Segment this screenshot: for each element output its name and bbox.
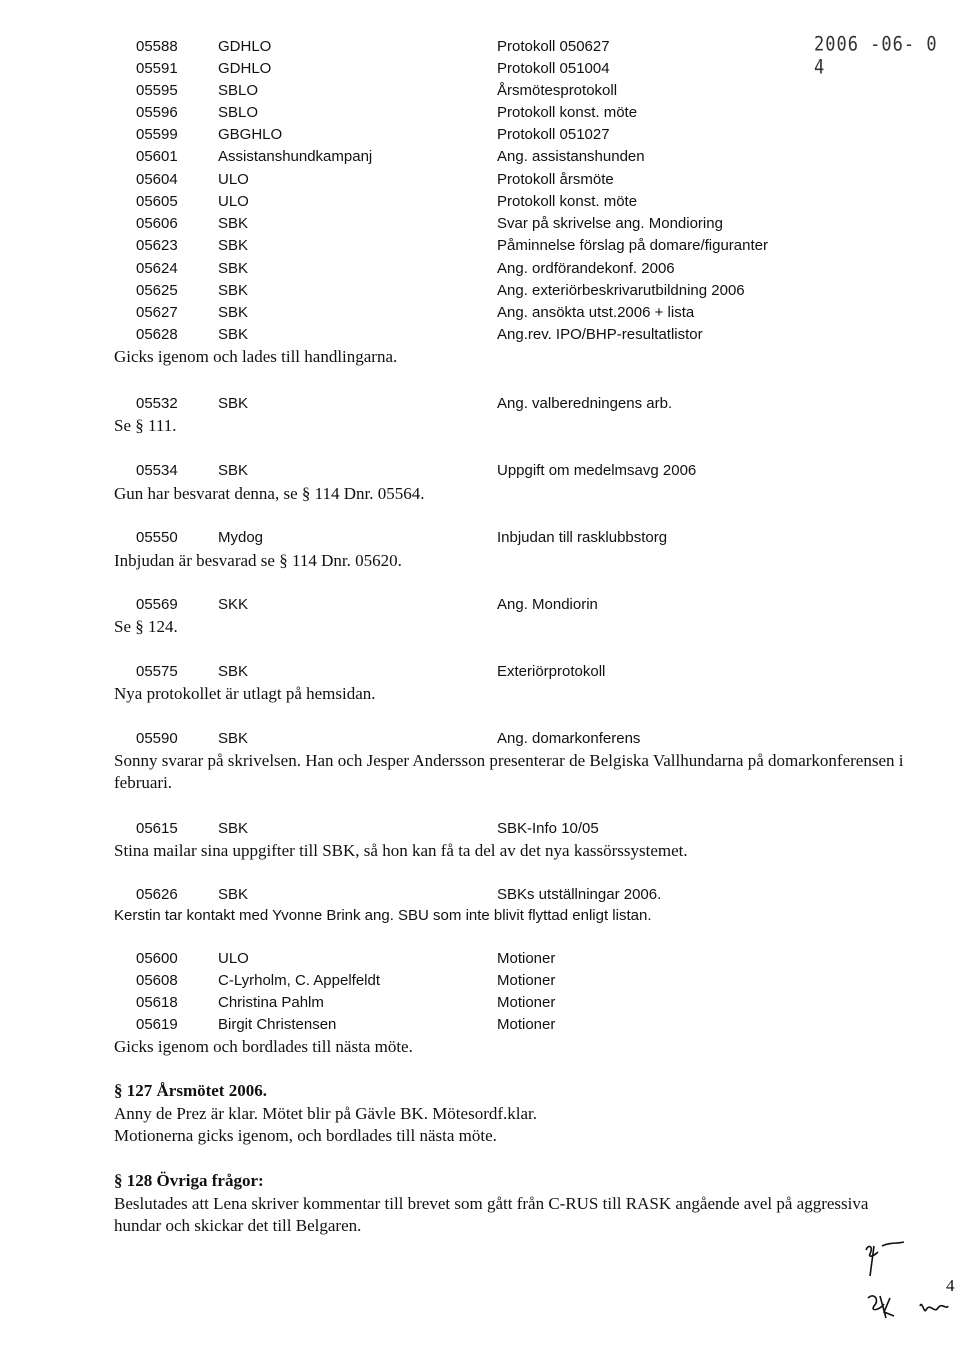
sender: ULO bbox=[218, 193, 249, 210]
section-heading-text: § 127 Årsmötet 2006. bbox=[114, 1081, 267, 1100]
item-row bbox=[0, 461, 960, 481]
item-note: Se § 111. bbox=[114, 416, 177, 435]
subject: Uppgift om medelmsavg 2006 bbox=[497, 462, 697, 479]
incoming-row bbox=[0, 325, 960, 345]
doc-number: 05627 bbox=[136, 304, 178, 321]
subject: Årsmötesprotokoll bbox=[497, 82, 618, 99]
item-row bbox=[0, 394, 960, 414]
incoming-row bbox=[0, 170, 960, 190]
doc-number: 05619 bbox=[136, 1016, 178, 1033]
date-stamp: 2006 -06- 0 4 bbox=[814, 33, 938, 79]
sender: SBK bbox=[218, 462, 249, 479]
item-row bbox=[0, 528, 960, 548]
doc-number: 05591 bbox=[136, 60, 178, 77]
motion-row bbox=[0, 993, 960, 1013]
doc-number: 05550 bbox=[136, 529, 178, 546]
motion-row bbox=[0, 971, 960, 991]
doc-number: 05623 bbox=[136, 237, 178, 254]
doc-number: 05625 bbox=[136, 282, 178, 299]
subject: Ang. assistanshunden bbox=[497, 148, 645, 165]
subject: Exteriörprotokoll bbox=[497, 663, 606, 680]
subject: SBK-Info 10/05 bbox=[497, 820, 599, 837]
motions-note: Gicks igenom och bordlades till nästa möte. bbox=[114, 1037, 413, 1056]
item-note: Se § 124. bbox=[114, 617, 178, 636]
handwritten-initials bbox=[860, 1240, 960, 1330]
sender: GDHLO bbox=[218, 60, 272, 77]
item-note: Nya protokollet är utlagt på hemsidan. bbox=[114, 684, 376, 703]
sender: SKK bbox=[218, 596, 249, 613]
sender: SBLO bbox=[218, 82, 259, 99]
sender: C-Lyrholm, C. Appelfeldt bbox=[218, 972, 381, 989]
section-heading bbox=[114, 1081, 267, 1101]
sender: SBK bbox=[218, 820, 249, 837]
incoming-row bbox=[0, 259, 960, 279]
sender: GDHLO bbox=[218, 38, 272, 55]
section-line: Anny de Prez är klar. Mötet blir på Gävle BK. Mötesordf.klar. bbox=[114, 1104, 538, 1123]
subject: SBKs utställningar 2006. bbox=[497, 886, 662, 903]
sender: SBK bbox=[218, 326, 249, 343]
doc-number: 05601 bbox=[136, 148, 178, 165]
subject: Motioner bbox=[497, 950, 556, 967]
subject: Protokoll 050627 bbox=[497, 38, 610, 55]
incoming-row bbox=[0, 37, 960, 57]
sender: Mydog bbox=[218, 529, 264, 546]
doc-number: 05605 bbox=[136, 193, 178, 210]
incoming-row bbox=[0, 103, 960, 123]
sender: Birgit Christensen bbox=[218, 1016, 337, 1033]
sender: SBK bbox=[218, 260, 249, 277]
subject: Ang. exteriörbeskrivarutbildning 2006 bbox=[497, 282, 745, 299]
doc-number: 05595 bbox=[136, 82, 178, 99]
incoming-row bbox=[0, 214, 960, 234]
subject: Motioner bbox=[497, 1016, 556, 1033]
doc-number: 05596 bbox=[136, 104, 178, 121]
incoming-row bbox=[0, 81, 960, 101]
subject: Ang. ansökta utst.2006 + lista bbox=[497, 304, 695, 321]
subject: Ang. domarkonferens bbox=[497, 730, 641, 747]
sender: SBK bbox=[218, 282, 249, 299]
incoming-row bbox=[0, 59, 960, 79]
doc-number: 05628 bbox=[136, 326, 178, 343]
sender: SBK bbox=[218, 304, 249, 321]
section-line: Beslutades att Lena skriver kommentar till brevet som gått från C-RUS till RASK angående avel på aggressiva hundar och skickar det till Belgaren. bbox=[114, 1194, 869, 1235]
sender: GBGHLO bbox=[218, 126, 283, 143]
doc-number: 05534 bbox=[136, 462, 178, 479]
section-heading bbox=[114, 1171, 264, 1191]
sender: SBK bbox=[218, 395, 249, 412]
sender: ULO bbox=[218, 950, 249, 967]
incoming-note: Gicks igenom och lades till handlingarna. bbox=[114, 347, 398, 366]
item-note: Sonny svarar på skrivelsen. Han och Jesper Andersson presenterar de Belgiska Vallhundarna på domarkonferensen i februari. bbox=[114, 751, 904, 792]
section-heading-text: § 128 Övriga frågor: bbox=[114, 1171, 264, 1190]
doc-number: 05575 bbox=[136, 663, 178, 680]
subject: Ang. ordförandekonf. 2006 bbox=[497, 260, 675, 277]
doc-number: 05606 bbox=[136, 215, 178, 232]
subject: Påminnelse förslag på domare/figuranter bbox=[497, 237, 768, 254]
doc-number: 05599 bbox=[136, 126, 178, 143]
sender: Assistanshundkampanj bbox=[218, 148, 373, 165]
subject: Motioner bbox=[497, 972, 556, 989]
motion-row bbox=[0, 949, 960, 969]
subject: Protokoll 051027 bbox=[497, 126, 610, 143]
sender: SBK bbox=[218, 237, 249, 254]
doc-number: 05608 bbox=[136, 972, 178, 989]
sender: Christina Pahlm bbox=[218, 994, 324, 1011]
sender: SBK bbox=[218, 663, 249, 680]
incoming-row bbox=[0, 303, 960, 323]
subject: Protokoll konst. möte bbox=[497, 104, 638, 121]
doc-number: 05604 bbox=[136, 171, 178, 188]
sender: SBK bbox=[218, 886, 249, 903]
motion-row bbox=[0, 1015, 960, 1035]
subject: Motioner bbox=[497, 994, 556, 1011]
item-note: Kerstin tar kontakt med Yvonne Brink ang. SBU som inte blivit flyttad enligt listan. bbox=[114, 907, 652, 924]
doc-number: 05532 bbox=[136, 395, 178, 412]
incoming-row bbox=[0, 281, 960, 301]
subject: Inbjudan till rasklubbstorg bbox=[497, 529, 668, 546]
doc-number: 05615 bbox=[136, 820, 178, 837]
incoming-row bbox=[0, 236, 960, 256]
subject: Ang. valberedningens arb. bbox=[497, 395, 673, 412]
sender: SBLO bbox=[218, 104, 259, 121]
doc-number: 05590 bbox=[136, 730, 178, 747]
sender: ULO bbox=[218, 171, 249, 188]
incoming-row bbox=[0, 125, 960, 145]
doc-number: 05588 bbox=[136, 38, 178, 55]
section-line: Motionerna gicks igenom, och bordlades till nästa möte. bbox=[114, 1126, 497, 1145]
doc-number: 05624 bbox=[136, 260, 178, 277]
item-row bbox=[0, 819, 960, 839]
doc-number: 05569 bbox=[136, 596, 178, 613]
sender: SBK bbox=[218, 730, 249, 747]
doc-number: 05618 bbox=[136, 994, 178, 1011]
item-row bbox=[0, 595, 960, 615]
doc-number: 05600 bbox=[136, 950, 178, 967]
subject: Svar på skrivelse ang. Mondioring bbox=[497, 215, 723, 232]
incoming-row bbox=[0, 192, 960, 212]
item-row bbox=[0, 885, 960, 905]
subject: Ang.rev. IPO/BHP-resultatlistor bbox=[497, 326, 703, 343]
item-note: Stina mailar sina uppgifter till SBK, så hon kan få ta del av det nya kassörssystemet. bbox=[114, 841, 688, 860]
subject: Ang. Mondiorin bbox=[497, 596, 598, 613]
subject: Protokoll konst. möte bbox=[497, 193, 638, 210]
incoming-row bbox=[0, 147, 960, 167]
item-note: Inbjudan är besvarad se § 114 Dnr. 05620. bbox=[114, 551, 402, 570]
sender: SBK bbox=[218, 215, 249, 232]
subject: Protokoll 051004 bbox=[497, 60, 610, 77]
item-note: Gun har besvarat denna, se § 114 Dnr. 05564. bbox=[114, 484, 425, 503]
subject: Protokoll årsmöte bbox=[497, 171, 614, 188]
page-number: 4 bbox=[946, 1276, 955, 1295]
item-row bbox=[0, 729, 960, 749]
item-row bbox=[0, 662, 960, 682]
doc-number: 05626 bbox=[136, 886, 178, 903]
